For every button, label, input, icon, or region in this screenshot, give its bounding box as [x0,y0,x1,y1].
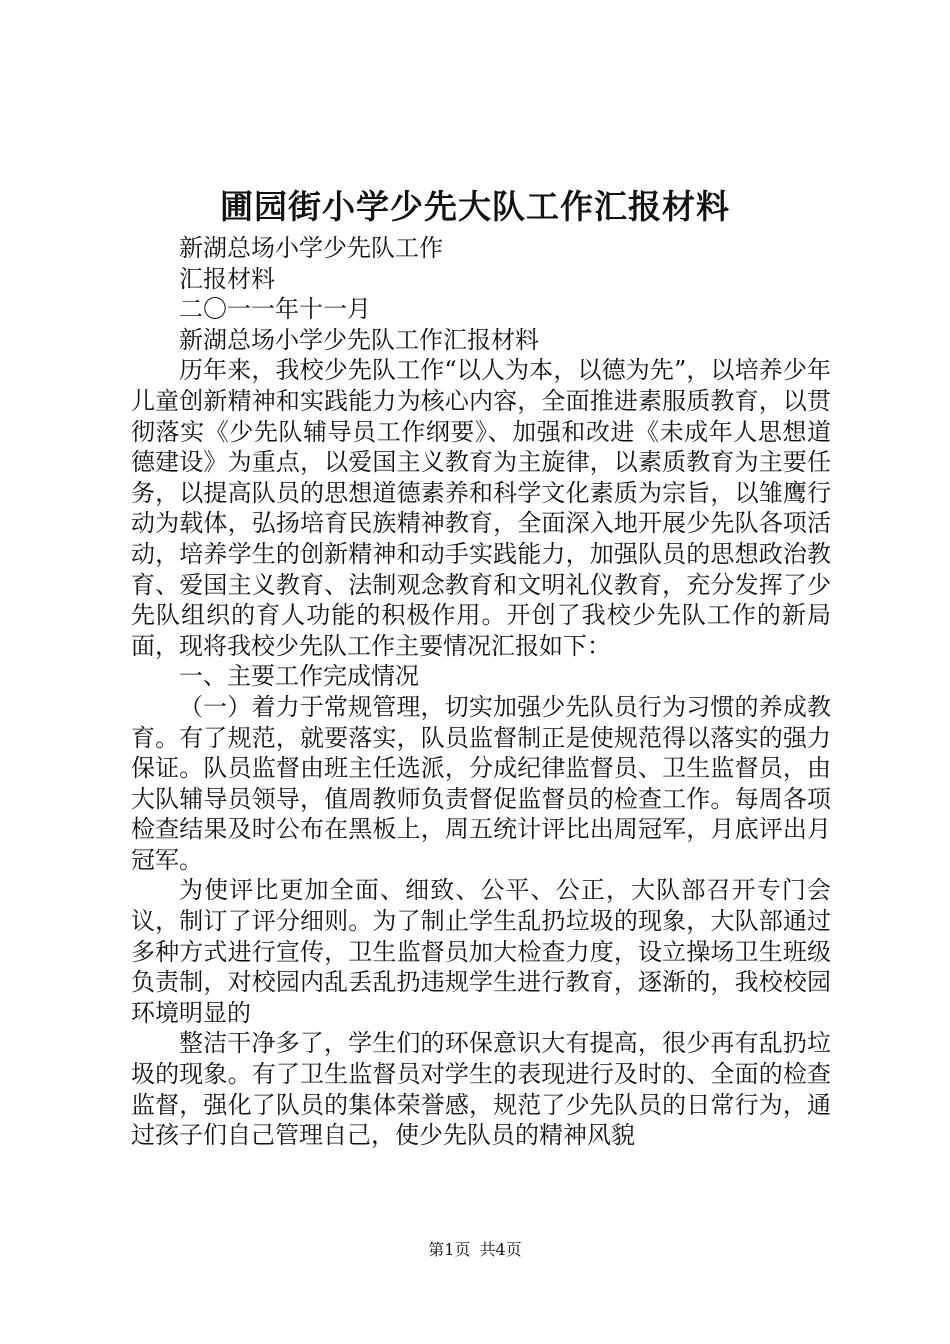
paragraph-6: 一、主要工作完成情况 [179,662,419,691]
paragraph-5: 历年来，我校少先队工作“以人为本，以德为先”，以培养少年儿童创新精神和实践能力为核心内容，全面推进素服质教育，以贯彻落实《少先队辅导员工作纲要》、加强和改进《未成年人思想道德建设》为重点，以爱国主义教育为主旋律，以素质教育为主要任务，以提高队员的思想道德素养和科学文化素质为宗旨，以雏鹰行动为载体，弘扬培育民族精神教育，全面深入地开展少先队各项活动，培养学生的创新精神和动手实践能力，加强队员的思想政治教育、爱国主义教育、法制观念教育和文明礼仪教育，充分发挥了少先队组织的育人功能的积极作用。开创了我校少先队工作的新局面，现将我校少先队工作主要情况汇报如下： [131,356,831,660]
paragraph-1: 新湖总场小学少先队工作 [179,234,443,262]
paragraph-2: 汇报材料 [179,264,275,293]
paragraph-3: 二〇一一年十一月 [179,295,371,324]
document-body [131,233,831,1151]
paragraph-9: 整洁干净多了，学生们的环保意识大有提高，很少再有乱扔垃圾的现象。有了卫生监督员对学生的表现进行及时的、全面的检查监督，强化了队员的集体荣誉感，规范了少先队员的日常行为，通过孩子们自己管理自己，使少先队员的精神风貌 [131,1029,831,1150]
document-title: 圃园街小学少先大队工作汇报材料 [220,187,730,226]
page-total: 共4页 [479,1240,522,1259]
paragraph-8: 为使评比更加全面、细致、公平、公正，大队部召开专门会议，制订了评分细则。为了制止学生乱扔垃圾的现象，大队部通过多种方式进行宣传，卫生监督员加大检查力度，设立操场卫生班级负责制，对校园内乱丢乱扔违规学生进行教育，逐渐的，我校校园环境明显的 [131,876,831,1027]
page-footer [0,1239,950,1261]
paragraph-4: 新湖总场小学少先队工作汇报材料 [179,325,539,354]
paragraph-7: （一）着力于常规管理，切实加强少先队员行为习惯的养成教育。有了规范，就要落实，队员监督制正是使规范得以落实的强力保证。队员监督由班主任选派，分成纪律监督员、卫生监督员，由大队辅导员领导，值周教师负责督促监督员的检查工作。每周各项检查结果及时公布在黑板上，周五统计评比出周冠军，月底评出月冠军。 [131,692,831,874]
page-number: 第1页 [428,1240,471,1259]
